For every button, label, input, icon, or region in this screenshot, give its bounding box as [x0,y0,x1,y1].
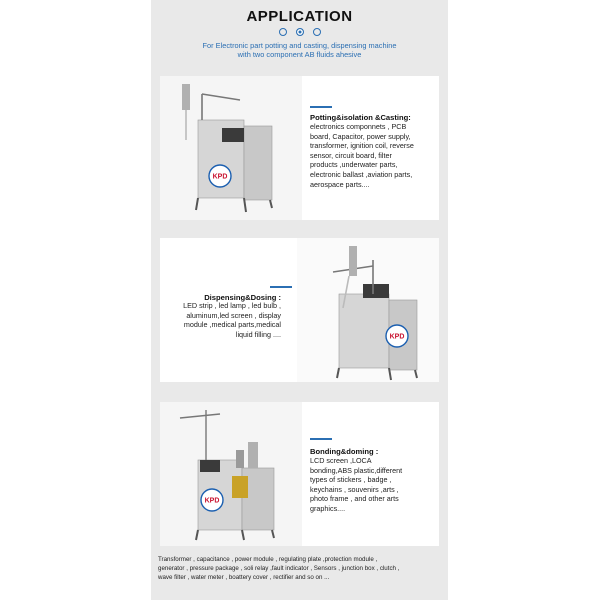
body-line: liquid filling .... [235,329,281,339]
subtitle-line-2: with two component AB fluids ahesive [237,50,362,59]
machine-image-potting [160,76,302,220]
carousel-dot-2[interactable] [296,28,304,36]
accent-bar [270,286,292,288]
body-line: products ,underwater parts, [310,160,398,170]
section-body [161,301,281,339]
section-heading: Dispensing&Dosing : [204,293,281,302]
carousel-dot-1[interactable] [279,28,287,36]
brand-logo-text: KPD [204,497,220,505]
body-line: LCD screen ,LOCA [310,456,372,465]
dispensing-machine-illustration [160,76,302,220]
dispensing-machine-illustration [297,238,439,382]
body-line: aluminum,led screen , display [186,310,281,320]
machine-image-bonding [160,402,302,546]
application-card-bonding [160,402,439,546]
brand-logo-text: KPD [212,173,228,181]
body-line: electronics componnets , PCB [310,122,407,131]
footer-applications-list [158,556,442,582]
body-line: LED strip , led lamp , led bulb , [183,301,281,310]
carousel-dots [151,28,448,36]
footer-line: wave filter , water meter , boattery cover , rectifier and so on ... [158,573,330,581]
page-subtitle [151,41,448,59]
body-line: board, Capacitor, power supply, [310,131,411,141]
section-heading: Potting&isolation &Casting: [310,113,411,122]
body-line: sensor, circuit board, filter [310,150,392,160]
footer-line: Transformer , capacitance , power module , regulating plate ,protection module , [158,556,378,563]
text-panel-potting [302,76,439,220]
page-title: APPLICATION [246,8,353,25]
body-line: module ,medical parts,medical [183,320,281,330]
body-line: bonding,ABS plastic,different [310,465,403,475]
text-panel-dispensing [160,238,297,382]
accent-bar [310,106,332,108]
body-line: graphics.... [310,503,346,513]
brand-logo-text: KPD [389,333,405,341]
section-heading: Bonding&doming : [310,447,379,456]
section-body [310,456,430,514]
carousel-dot-3[interactable] [313,28,321,36]
machine-image-dispensing [297,238,439,382]
accent-bar [310,438,332,440]
body-line: keychains , souvenirs ,arts , [310,484,399,494]
application-card-dispensing [160,238,439,382]
body-line: types of stickers , badge , [310,475,392,485]
body-line: electronic ballast ,aviation parts, [310,169,413,179]
text-panel-bonding [302,402,439,546]
application-card-potting [160,76,439,220]
body-line: photo frame , and other arts [310,494,399,504]
footer-line: generator , pressure package , soli relay ,fault indicator , Sensors , junction box , clutch , [158,564,400,572]
body-line: transformer, ignition coil, reverse [310,141,414,151]
subtitle-line-1: For Electronic part potting and casting, dispensing machine [202,41,397,50]
dispensing-machine-illustration [160,402,302,546]
section-body [310,122,436,189]
body-line: aerospace parts.... [310,179,370,189]
